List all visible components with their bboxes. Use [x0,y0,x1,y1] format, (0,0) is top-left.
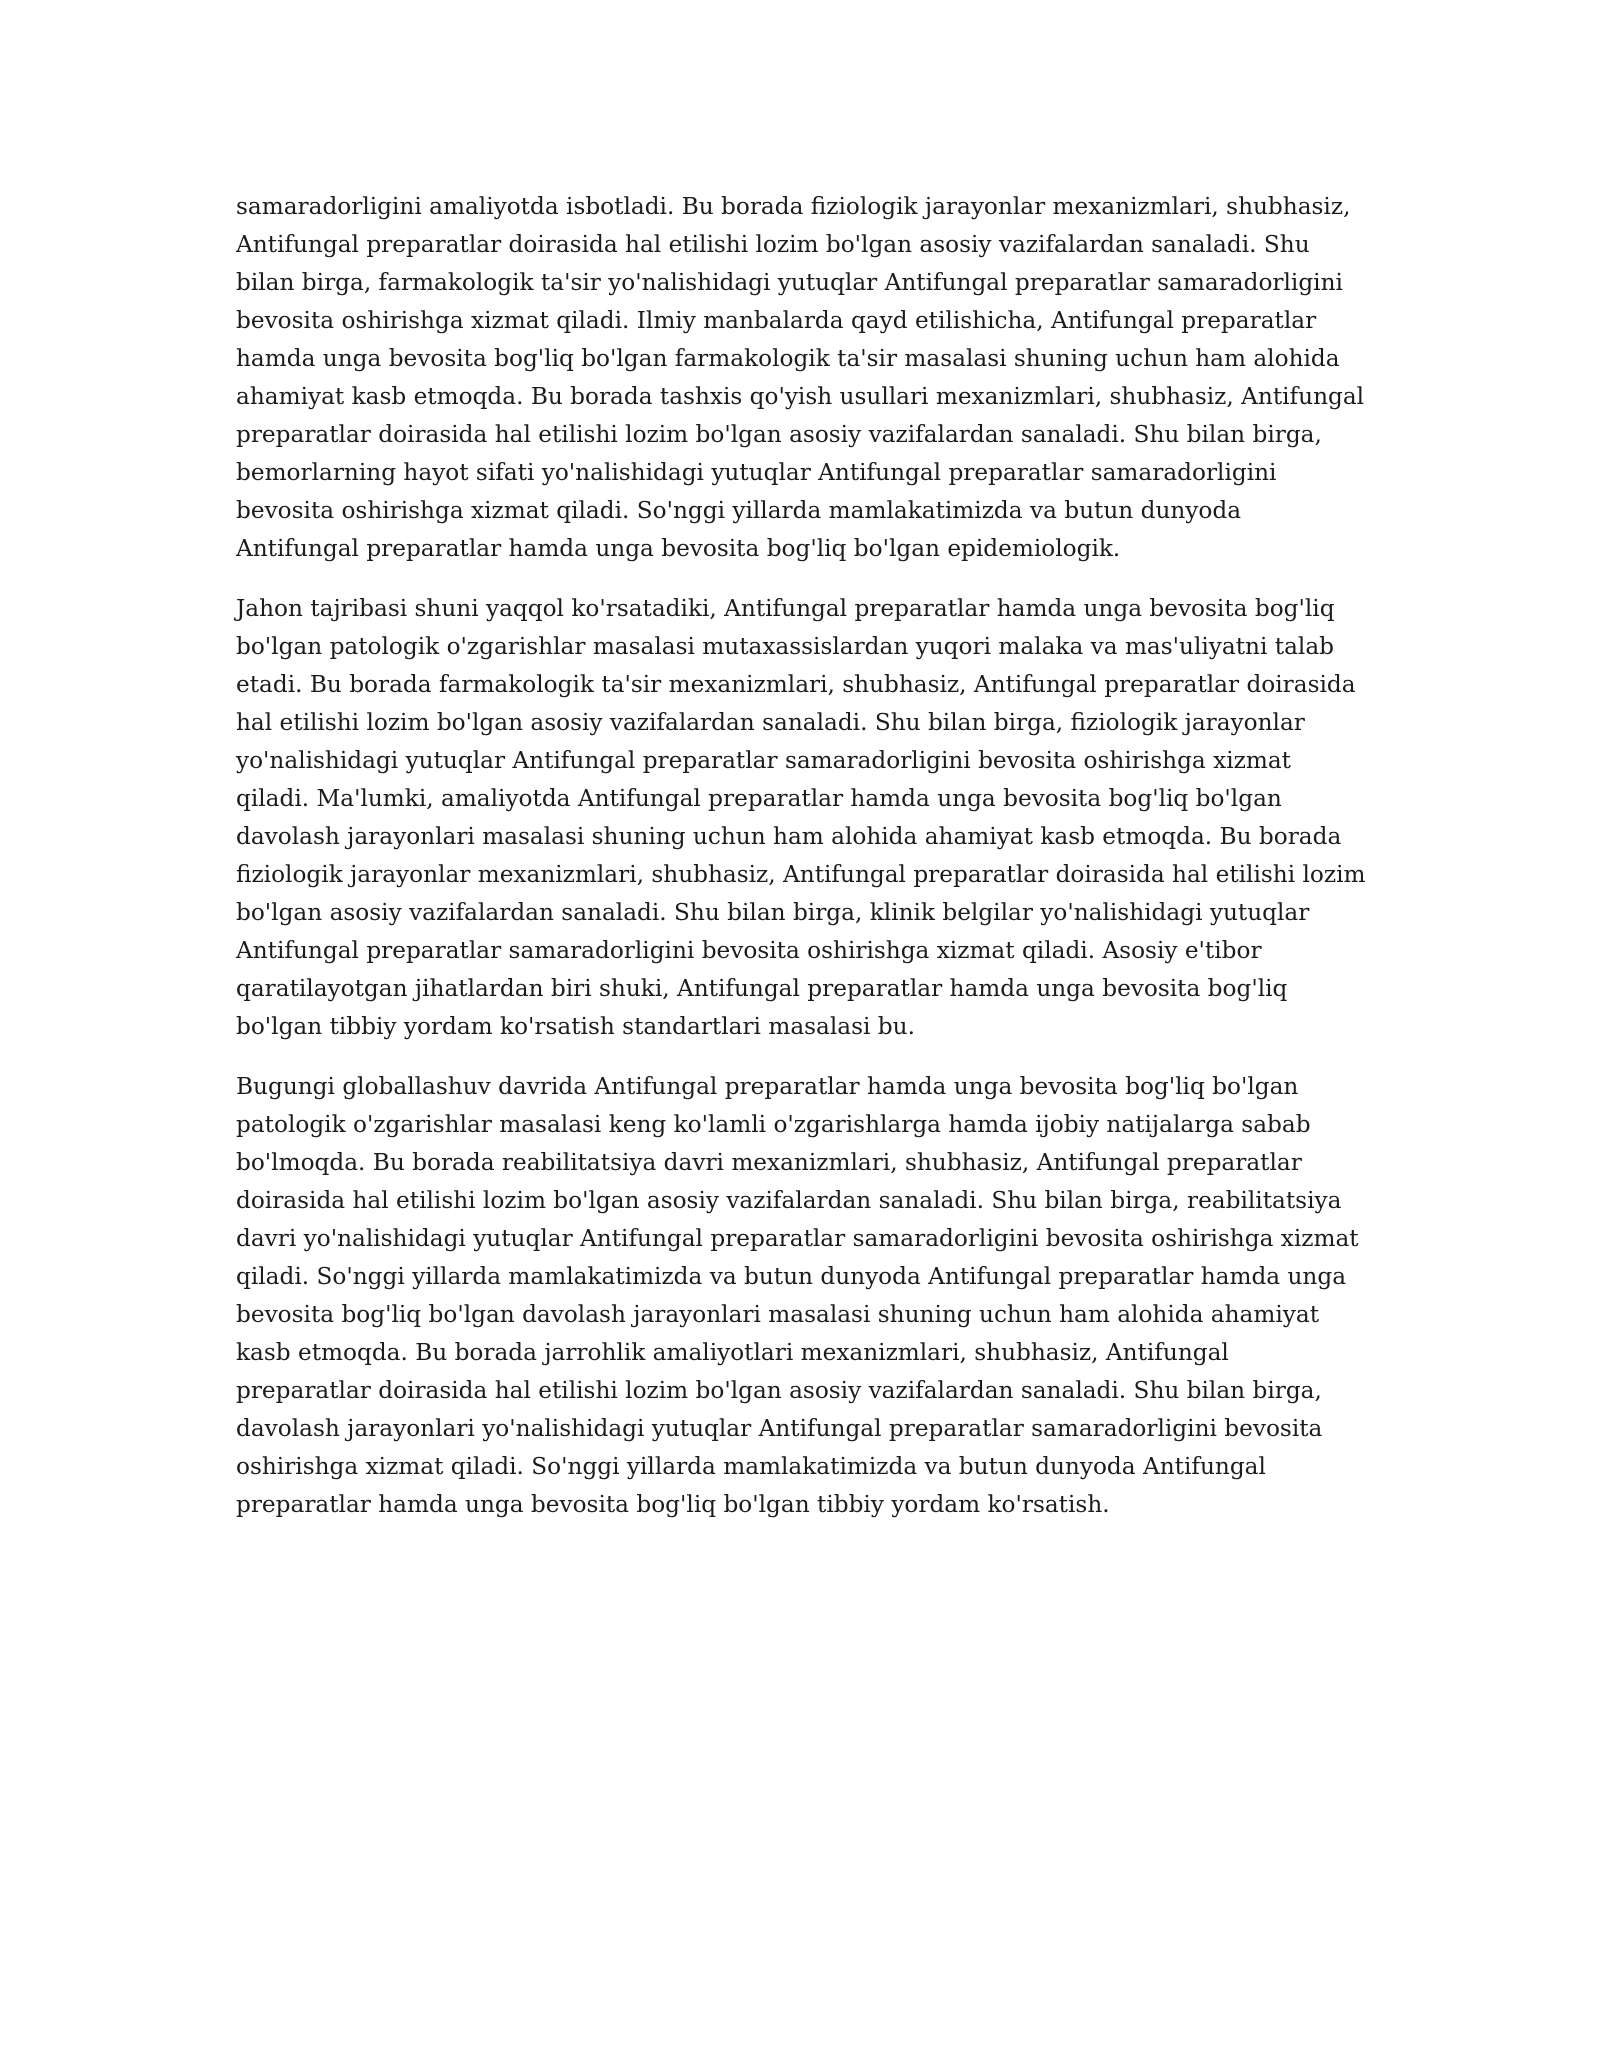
paragraph-1: samaradorligini amaliyotda isbotladi. Bu borada fiziologik jarayonlar mexanizmlari, shubhasiz, Antifungal preparatlar doirasida hal etilishi lozim bo'lgan asosiy vazifalardan sanaladi. Shu bilan birga, farmakologik ta'sir yo'nalishidagi yutuqlar Antifungal preparatlar samaradorligini bevosita oshirishga xizmat qiladi. Ilmiy manbalarda qayd etilishicha, Antifungal preparatlar hamda unga bevosita bog'liq bo'lgan farmakologik ta'sir masalasi shuning uchun ham alohida ahamiyat kasb etmoqda. Bu borada tashxis qo'yish usullari mexanizmlari, shubhasiz, Antifungal preparatlar doirasida hal etilishi lozim bo'lgan asosiy vazifalardan sanaladi. Shu bilan birga, bemorlarning hayot sifati yo'nalishidagi yutuqlar Antifungal preparatlar samaradorligini bevosita oshirishga xizmat qiladi. So'nggi yillarda mamlakatimizda va butun dunyoda Antifungal preparatlar hamda unga bevosita bog'liq bo'lgan epidemiologik. [236,193,1365,562]
paragraph-2: Jahon tajribasi shuni yaqqol ko'rsatadiki, Antifungal preparatlar hamda unga bevosita bog'liq bo'lgan patologik o'zgarishlar masalasi mutaxassislardan yuqori malaka va mas'uliyatni talab etadi. Bu borada farmakologik ta'sir mexanizmlari, shubhasiz, Antifungal preparatlar doirasida hal etilishi lozim bo'lgan asosiy vazifalardan sanaladi. Shu bilan birga, fiziologik jarayonlar yo'nalishidagi yutuqlar Antifungal preparatlar samaradorligini bevosita oshirishga xizmat qiladi. Ma'lumki, amaliyotda Antifungal preparatlar hamda unga bevosita bog'liq bo'lgan davolash jarayonlari masalasi shuning uchun ham alohida ahamiyat kasb etmoqda. Bu borada fiziologik jarayonlar mexanizmlari, shubhasiz, Antifungal preparatlar doirasida hal etilishi lozim bo'lgan asosiy vazifalardan sanaladi. Shu bilan birga, klinik belgilar yo'nalishidagi yutuqlar Antifungal preparatlar samaradorligini bevosita oshirishga xizmat qiladi. Asosiy e'tibor qaratilayotgan jihatlardan biri shuki, Antifungal preparatlar hamda unga bevosita bog'liq bo'lgan tibbiy yordam ko'rsatish standartlari masalasi bu. [236,595,1366,1040]
document-body [236,188,1368,1546]
paragraph-3: Bugungi globallashuv davrida Antifungal preparatlar hamda unga bevosita bog'liq bo'lgan patologik o'zgarishlar masalasi keng ko'lamli o'zgarishlarga hamda ijobiy natijalarga sabab bo'lmoqda. Bu borada reabilitatsiya davri mexanizmlari, shubhasiz, Antifungal preparatlar doirasida hal etilishi lozim bo'lgan asosiy vazifalardan sanaladi. Shu bilan birga, reabilitatsiya davri yo'nalishidagi yutuqlar Antifungal preparatlar samaradorligini bevosita oshirishga xizmat qiladi. So'nggi yillarda mamlakatimizda va butun dunyoda Antifungal preparatlar hamda unga bevosita bog'liq bo'lgan davolash jarayonlari masalasi shuning uchun ham alohida ahamiyat kasb etmoqda. Bu borada jarrohlik amaliyotlari mexanizmlari, shubhasiz, Antifungal preparatlar doirasida hal etilishi lozim bo'lgan asosiy vazifalardan sanaladi. Shu bilan birga, davolash jarayonlari yo'nalishidagi yutuqlar Antifungal preparatlar samaradorligini bevosita oshirishga xizmat qiladi. So'nggi yillarda mamlakatimizda va butun dunyoda Antifungal preparatlar hamda unga bevosita bog'liq bo'lgan tibbiy yordam ko'rsatish. [236,1073,1359,1518]
